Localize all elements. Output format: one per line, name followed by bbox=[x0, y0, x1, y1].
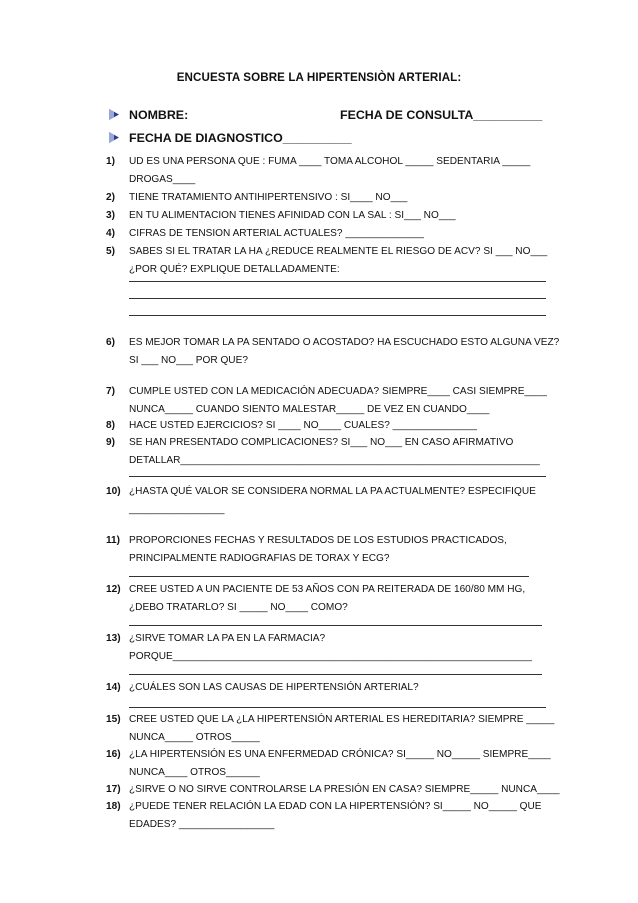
question-text[interactable]: ¿HASTA QUÉ VALOR SE CONSIDERA NORMAL LA PA ACTUALMENTE? ESPECIFIQUE bbox=[129, 486, 536, 497]
question-number: 7) bbox=[106, 386, 115, 397]
fecha-diagnostico-row bbox=[109, 131, 352, 145]
question-text-cont[interactable]: PRINCIPALMENTE RADIOGRAFIAS DE TORAX Y ECG? bbox=[129, 553, 390, 564]
question-text-cont[interactable]: NUNCA_____ CUANDO SIENTO MALESTAR_____ DE VEZ EN CUANDO____ bbox=[129, 404, 490, 415]
fecha-diagnostico-field[interactable]: FECHA DE DIAGNOSTICO__________ bbox=[129, 131, 352, 145]
question-number: 17) bbox=[106, 784, 121, 795]
answer-line[interactable] bbox=[129, 281, 546, 282]
question-text-cont[interactable]: NUNCA____ OTROS______ bbox=[129, 767, 260, 778]
answer-line[interactable] bbox=[129, 315, 546, 316]
question-number: 2) bbox=[106, 192, 115, 203]
bullet-arrow-icon bbox=[109, 109, 119, 120]
answer-line[interactable] bbox=[129, 476, 546, 477]
question-number: 4) bbox=[106, 228, 115, 239]
question-text[interactable]: EN TU ALIMENTACION TIENES AFINIDAD CON LA SAL : SI___ NO___ bbox=[129, 210, 456, 221]
answer-line[interactable] bbox=[129, 625, 542, 626]
question-number: 1) bbox=[106, 156, 115, 167]
question-number: 6) bbox=[106, 337, 115, 348]
answer-line[interactable] bbox=[129, 707, 546, 708]
question-text[interactable]: ¿PUEDE TENER RELACIÓN LA EDAD CON LA HIPERTENSIÓN? SI_____ NO_____ QUE bbox=[129, 801, 542, 812]
question-text-cont[interactable]: _________________ bbox=[129, 504, 225, 515]
question-number: 9) bbox=[106, 437, 115, 448]
question-text-cont[interactable]: EDADES? _________________ bbox=[129, 819, 275, 830]
question-text: ¿SIRVE TOMAR LA PA EN LA FARMACIA? bbox=[129, 633, 326, 644]
page-title: ENCUESTA SOBRE LA HIPERTENSIÒN ARTERIAL: bbox=[176, 71, 462, 84]
question-number: 18) bbox=[106, 801, 121, 812]
question-number: 12) bbox=[106, 584, 121, 595]
question-text[interactable]: TIENE TRATAMIENTO ANTIHIPERTENSIVO : SI____ NO___ bbox=[129, 192, 408, 203]
question-number: 13) bbox=[106, 633, 121, 644]
question-text-cont[interactable]: ¿DEBO TRATARLO? SI _____ NO____ COMO? bbox=[129, 602, 348, 613]
question-number: 16) bbox=[106, 749, 121, 760]
question-text-cont[interactable]: NUNCA_____ OTROS_____ bbox=[129, 732, 260, 743]
answer-line[interactable] bbox=[129, 576, 529, 577]
question-text[interactable]: CREE USTED A UN PACIENTE DE 53 AÑOS CON PA REITERADA DE 160/80 MM HG, bbox=[129, 584, 526, 595]
bullet-arrow-icon bbox=[109, 132, 119, 143]
question-text[interactable]: ¿LA HIPERTENSIÓN ES UNA ENFERMEDAD CRÓNICA? SI_____ NO_____ SIEMPRE____ bbox=[129, 749, 551, 760]
question-number: 14) bbox=[106, 682, 121, 693]
question-text[interactable]: CIFRAS DE TENSION ARTERIAL ACTUALES? ______________ bbox=[129, 228, 424, 239]
nombre-row bbox=[109, 108, 188, 122]
question-text[interactable]: SABES SI EL TRATAR LA HA ¿REDUCE REALMENTE EL RIESGO DE ACV? SI ___ NO___ bbox=[129, 246, 548, 257]
question-number: 10) bbox=[106, 486, 121, 497]
question-text[interactable]: HACE USTED EJERCICIOS? SI ____ NO____ CUALES? _______________ bbox=[129, 420, 477, 431]
question-text[interactable]: CUMPLE USTED CON LA MEDICACIÓN ADECUADA? SIEMPRE____ CASI SIEMPRE____ bbox=[129, 386, 547, 397]
question-number: 15) bbox=[106, 714, 121, 725]
question-number: 11) bbox=[106, 535, 121, 546]
question-text-cont[interactable]: DETALLAR________________________________________________________________ bbox=[129, 455, 540, 466]
question-text[interactable]: ¿SIRVE O NO SIRVE CONTROLARSE LA PRESIÓN EN CASA? SIEMPRE_____ NUNCA____ bbox=[129, 784, 560, 795]
question-text-cont[interactable]: PORQUE________________________________________________________________ bbox=[129, 651, 533, 662]
question-text[interactable]: ES MEJOR TOMAR LA PA SENTADO O ACOSTADO? HA ESCUCHADO ESTO ALGUNA VEZ? bbox=[129, 337, 560, 348]
question-text-cont[interactable]: DROGAS____ bbox=[129, 174, 196, 185]
question-text: ¿CUÁLES SON LAS CAUSAS DE HIPERTENSIÓN ARTERIAL? bbox=[129, 682, 419, 693]
question-number: 8) bbox=[106, 420, 115, 431]
question-text-cont: ¿POR QUÉ? EXPLIQUE DETALLADAMENTE: bbox=[129, 264, 340, 275]
question-text-cont[interactable]: SI ___ NO___ POR QUE? bbox=[129, 355, 248, 366]
answer-line[interactable] bbox=[129, 298, 546, 299]
question-text[interactable]: SE HAN PRESENTADO COMPLICACIONES? SI___ NO___ EN CASO AFIRMATIVO bbox=[129, 437, 514, 448]
question-number: 5) bbox=[106, 246, 115, 257]
question-text[interactable]: CREE USTED QUE LA ¿LA HIPERTENSIÓN ARTERIAL ES HEREDITARIA? SIEMPRE _____ bbox=[129, 714, 555, 725]
nombre-label: NOMBRE: bbox=[129, 108, 189, 122]
answer-line[interactable] bbox=[129, 674, 542, 675]
question-text[interactable]: UD ES UNA PERSONA QUE : FUMA ____ TOMA ALCOHOL _____ SEDENTARIA _____ bbox=[129, 156, 531, 167]
fecha-consulta-field[interactable]: FECHA DE CONSULTA__________ bbox=[340, 108, 543, 122]
question-text[interactable]: PROPORCIONES FECHAS Y RESULTADOS DE LOS ESTUDIOS PRACTICADOS, bbox=[129, 535, 507, 546]
question-number: 3) bbox=[106, 210, 115, 221]
